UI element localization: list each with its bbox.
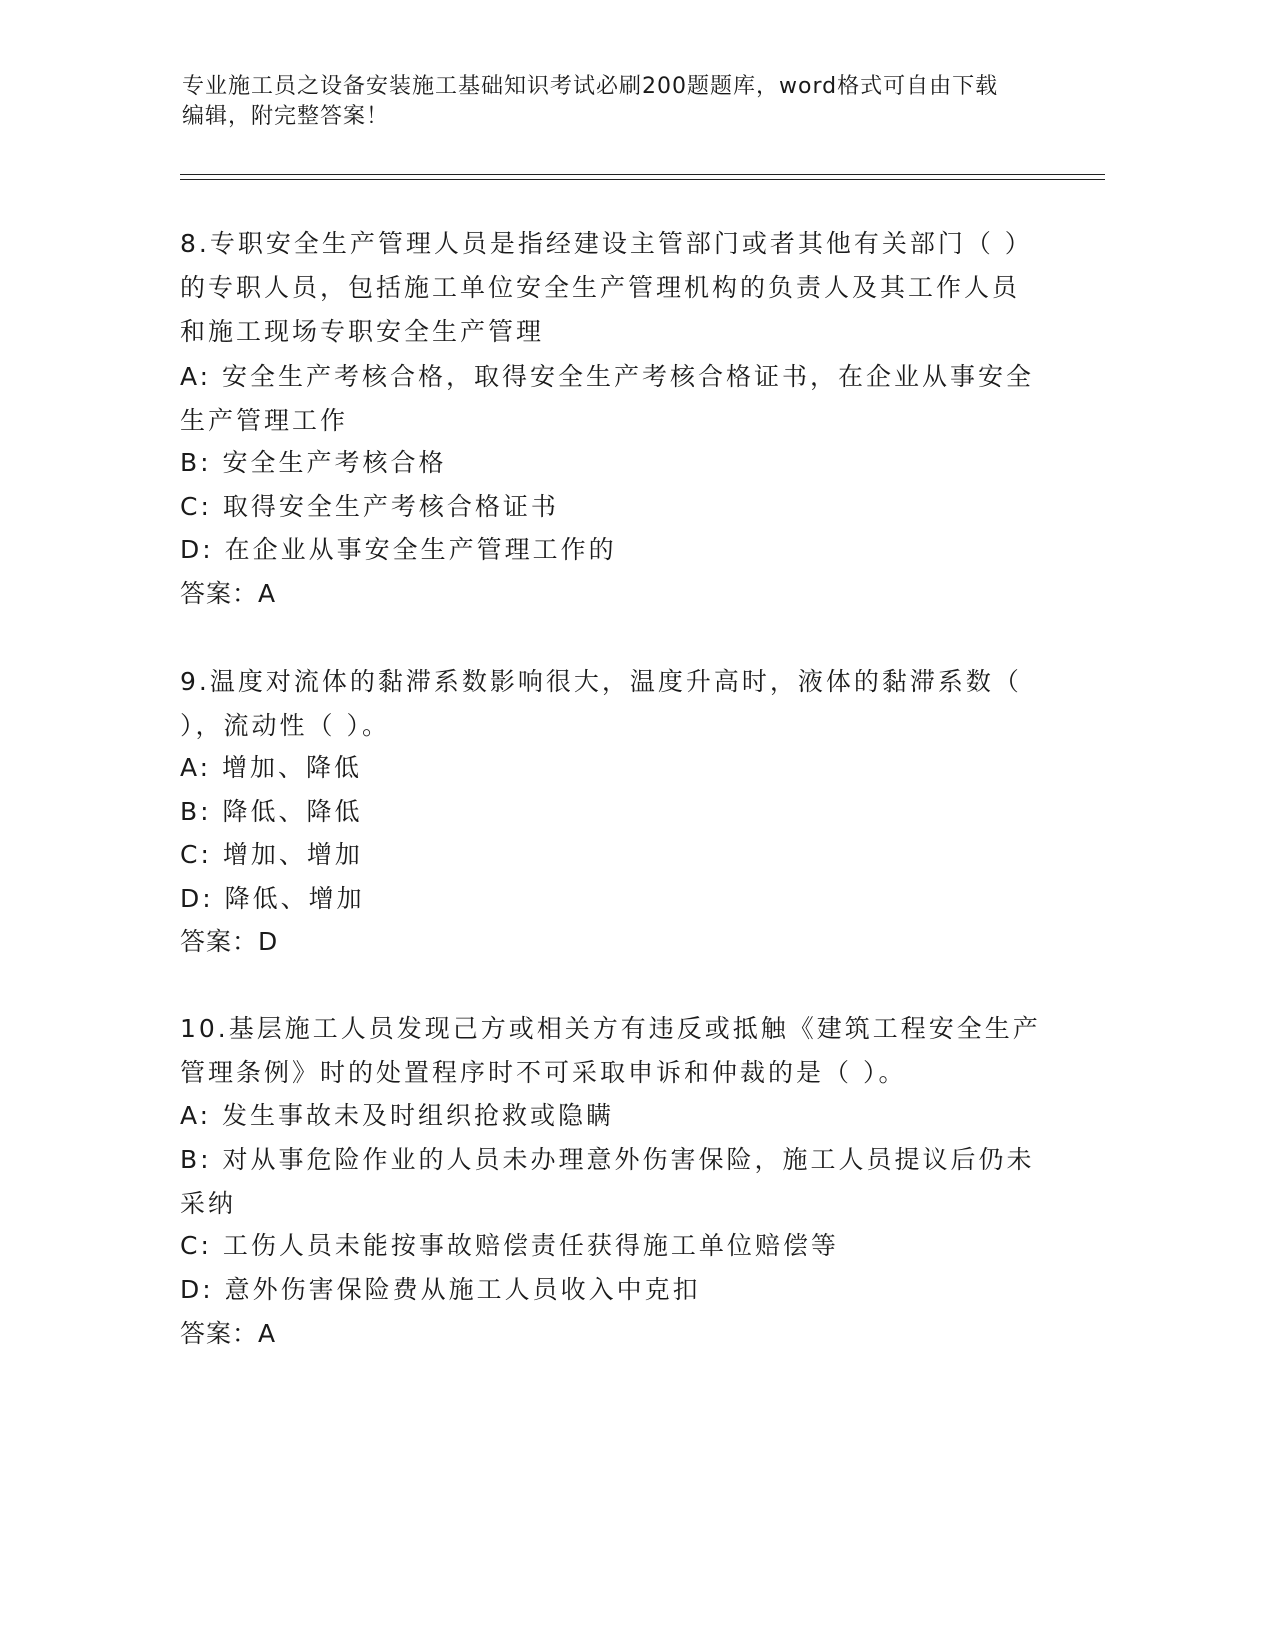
answer: 答案：D (180, 927, 279, 956)
question-stem (180, 222, 1040, 354)
option-line: D: 降低、增加 (180, 884, 365, 913)
document-header (182, 72, 1062, 132)
option-line: B: 降低、降低 (180, 797, 363, 826)
header-double-rule (180, 174, 1105, 180)
answer: 答案：A (180, 1319, 277, 1348)
option-d (180, 877, 1040, 921)
option-b (180, 1138, 1040, 1226)
option-d (180, 1268, 1040, 1312)
question-stem (180, 660, 1040, 748)
option-a (180, 355, 1040, 443)
option-line: C: 取得安全生产考核合格证书 (180, 492, 559, 521)
option-line: A: 发生事故未及时组织抢救或隐瞒 (180, 1101, 615, 1130)
option-line: B: 安全生产考核合格 (180, 448, 447, 477)
stem-line: 10.基层施工人员发现己方或相关方有违反或抵触《建筑工程安全生产 (180, 1014, 1041, 1043)
option-line: D: 意外伤害保险费从施工人员收入中克扣 (180, 1275, 701, 1304)
option-a (180, 1094, 1040, 1138)
option-line: B: 对从事危险作业的人员未办理意外伤害保险，施工人员提议后仍未 (180, 1145, 1035, 1174)
stem-line: 9.温度对流体的黏滞系数影响很大，温度升高时，液体的黏滞系数（ (180, 667, 1022, 696)
answer: 答案：A (180, 579, 277, 608)
question-stem (180, 1007, 1040, 1095)
option-line: D: 在企业从事安全生产管理工作的 (180, 535, 617, 564)
option-line: 生产管理工作 (180, 406, 349, 435)
option-line: 采纳 (180, 1189, 237, 1218)
option-line: C: 增加、增加 (180, 840, 363, 869)
stem-line: ），流动性（ ）。 (180, 711, 390, 740)
option-d (180, 528, 1040, 572)
stem-line: 和施工现场专职安全生产管理 (180, 317, 545, 346)
option-c (180, 485, 1040, 529)
option-a (180, 746, 1040, 790)
option-b (180, 441, 1040, 485)
stem-line: 管理条例》时的处置程序时不可采取申诉和仲裁的是（ ）。 (180, 1058, 907, 1087)
option-c (180, 1224, 1040, 1268)
option-c (180, 833, 1040, 877)
option-b (180, 790, 1040, 834)
option-line: C: 工伤人员未能按事故赔偿责任获得施工单位赔偿等 (180, 1231, 839, 1260)
option-line: A: 安全生产考核合格，取得安全生产考核合格证书，在企业从事安全 (180, 362, 1035, 391)
stem-line: 的专职人员，包括施工单位安全生产管理机构的负责人及其工作人员 (180, 273, 1021, 302)
header-line: 编辑，附完整答案！ (182, 104, 390, 129)
option-line: A: 增加、降低 (180, 753, 363, 782)
stem-line: 8.专职安全生产管理人员是指经建设主管部门或者其他有关部门（ ） (180, 229, 1033, 258)
header-line: 专业施工员之设备安装施工基础知识考试必刷200题题库，word格式可自由下载 (182, 74, 999, 99)
